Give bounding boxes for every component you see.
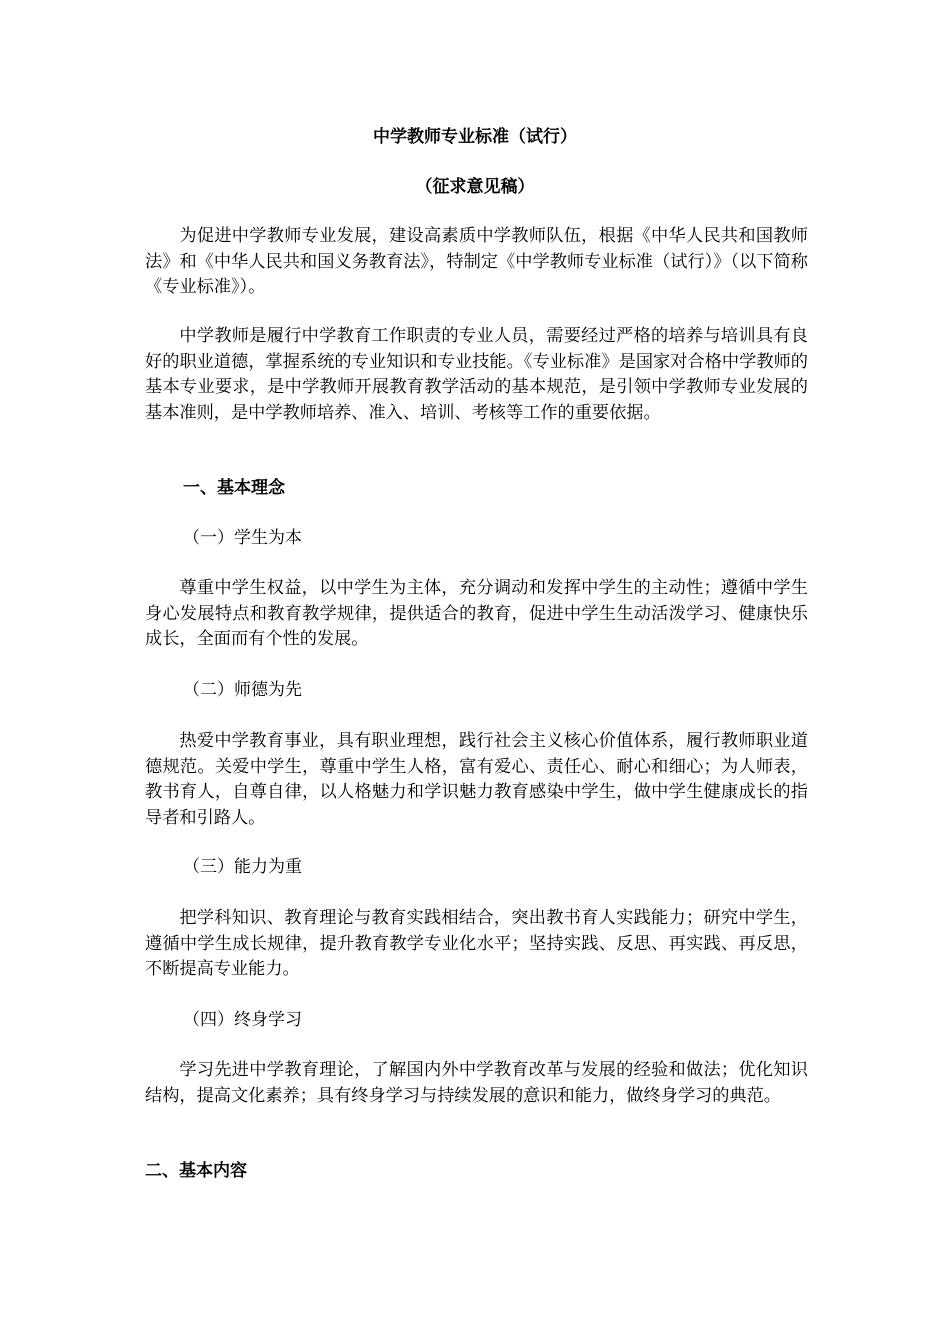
subsection-heading-student-centered: （一）学生为本 — [183, 528, 302, 548]
subsection-body-ability-focused: 把学科知识、教育理论与教育实践相结合，突出教书育人实践能力；研究中学生，遵循中学生成长规律，提升教育教学专业化水平；坚持实践、反思、再实践、再反思，不断提高专业能力。 — [145, 908, 808, 980]
document-subtitle: （征求意见稿） — [415, 177, 535, 197]
subsection-heading-ability-focused: （三）能力为重 — [183, 857, 302, 877]
intro-paragraph-2: 中学教师是履行中学教育工作职责的专业人员，需要经过严格的培养与培训具有良好的职业道德，掌握系统的专业知识和专业技能。《专业标准》是国家对合格中学教师的基本专业要求，是中学教师开展教育教学活动的基本规范，是引领中学教师专业发展的基本准则，是中学教师培养、准入、培训、考核等工作的重要依据。 — [145, 326, 808, 423]
document-title: 中学教师专业标准（试行） — [373, 127, 577, 147]
subsection-heading-ethics-first: （二）师德为先 — [183, 680, 302, 700]
section-heading-basic-content: 二、基本内容 — [145, 1161, 247, 1181]
subsection-body-student-centered: 尊重中学生权益，以中学生为主体，充分调动和发挥中学生的主动性；遵循中学生身心发展特点和教育教学规律，提供适合的教育，促进中学生生动活泼学习、健康快乐成长，全面而有个性的发展。 — [145, 578, 808, 650]
subsection-body-lifelong-learning: 学习先进中学教育理论，了解国内外中学教育改革与发展的经验和做法；优化知识结构，提高文化素养；具有终身学习与持续发展的意识和能力，做终身学习的典范。 — [145, 1060, 808, 1106]
subsection-body-ethics-first: 热爱中学教育事业，具有职业理想，践行社会主义核心价值体系，履行教师职业道德规范。关爱中学生，尊重中学生人格，富有爱心、责任心、耐心和细心；为人师表，教书育人，自尊自律，以人格魅力和学识魅力教育感染中学生，做中学生健康成长的指导者和引路人。 — [145, 731, 808, 828]
intro-paragraph-1: 为促进中学教师专业发展，建设高素质中学教师队伍，根据《中华人民共和国教师法》和《中华人民共和国义务教育法》，特制定《中学教师专业标准（试行）》（以下简称《专业标准》）。 — [145, 226, 808, 298]
subsection-heading-lifelong-learning: （四）终身学习 — [183, 1010, 302, 1030]
section-heading-basic-concepts: 一、基本理念 — [183, 478, 285, 498]
